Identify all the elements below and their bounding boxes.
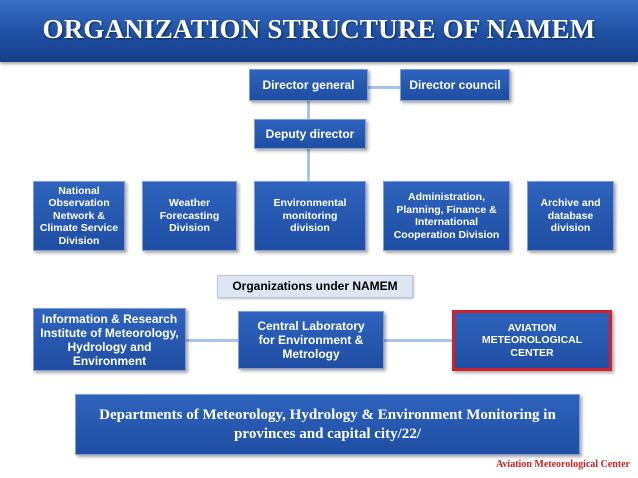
director-council-box (400, 69, 510, 101)
division-box-environmental (254, 181, 366, 251)
division-label: Environmental monitoring division (273, 197, 347, 235)
connector-director-deputy (307, 101, 310, 119)
division-box-administration (383, 181, 510, 251)
organizations-heading (217, 275, 413, 298)
title-banner (0, 0, 638, 62)
organization-box-research-institute (33, 308, 186, 371)
organization-box-aviation-center (452, 310, 612, 371)
page-title: ORGANIZATION STRUCTURE OF NAMEM (42, 14, 596, 44)
footer-credit: Aviation Meteorological Center (495, 459, 630, 470)
organization-label: Central Laboratory for Environment & Metrology (257, 319, 365, 361)
division-label: Archive and database division (540, 197, 601, 235)
director-council-label: Director council (409, 78, 501, 92)
connector-deputy-divisions (307, 149, 310, 181)
departments-box (75, 394, 580, 455)
division-label: Administration, Planning, Finance & International Cooperation Division (393, 191, 500, 241)
division-label: National Observation Network & Climate Service Division (39, 184, 119, 247)
connector-org-right (384, 339, 452, 342)
division-box-archive (527, 181, 614, 251)
organization-label: Information & Research Institute of Meteorology, Hydrology and Environment (40, 311, 179, 368)
departments-label: Departments of Meteorology, Hydrology & Environment Monitoring in provinces and capital city/22/ (99, 406, 556, 442)
division-box-forecasting (142, 181, 237, 251)
deputy-director-box (254, 119, 366, 149)
director-general-label: Director general (262, 78, 355, 92)
connector-org-left (186, 339, 238, 342)
organizations-heading-label: Organizations under NAMEM (232, 279, 398, 294)
connector-director-council (368, 86, 400, 89)
division-label: Weather Forecasting Division (159, 197, 220, 235)
division-box-observation (33, 181, 125, 251)
director-general-box (249, 69, 368, 101)
organization-box-central-laboratory (238, 311, 384, 369)
deputy-director-label: Deputy director (265, 127, 355, 141)
organization-label: AVIATION METEOROLOGICAL CENTER (481, 321, 583, 359)
